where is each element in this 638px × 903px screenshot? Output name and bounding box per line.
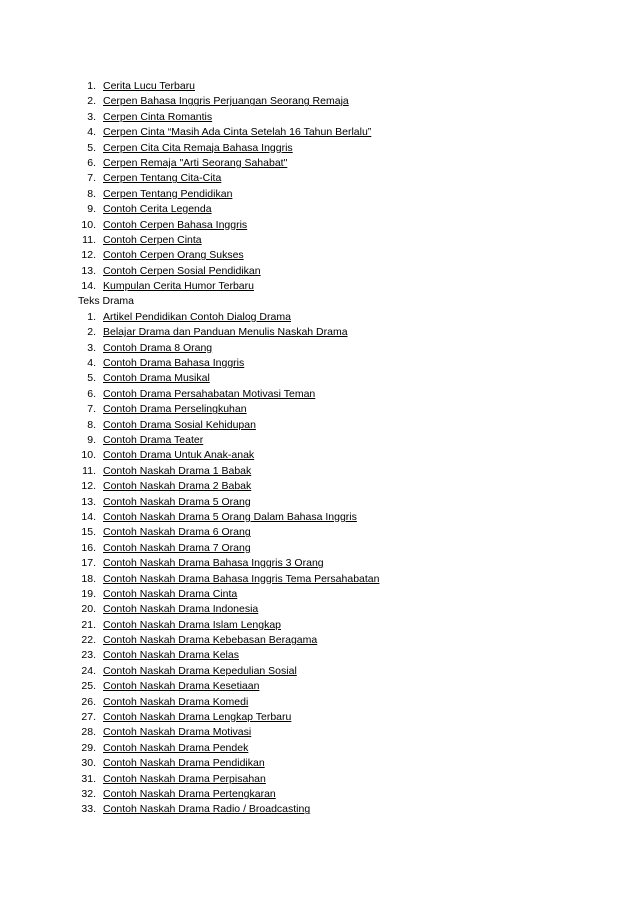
- list-item-link[interactable]: Belajar Drama dan Panduan Menulis Naskah Drama: [103, 326, 348, 339]
- list-item-link[interactable]: Kumpulan Cerita Humor Terbaru: [103, 280, 254, 293]
- list-item-number: 19.: [81, 587, 96, 600]
- list-item-number: 23.: [81, 649, 96, 662]
- list-item-number: 15.: [81, 526, 96, 539]
- list-item: [0, 556, 638, 571]
- list-item: [0, 710, 638, 725]
- list-item-number: 21.: [81, 618, 96, 631]
- list-item-link[interactable]: Contoh Naskah Drama Pendidikan: [103, 757, 265, 770]
- list-item-link[interactable]: Contoh Naskah Drama Lengkap Terbaru: [103, 711, 292, 724]
- list-item-link[interactable]: Contoh Drama Perselingkuhan: [103, 403, 247, 416]
- list-item-number: 2.: [87, 326, 96, 339]
- list-item-link[interactable]: Contoh Drama Sosial Kehidupan: [103, 418, 256, 431]
- list-item-link[interactable]: Cerpen Cinta Romantis: [103, 110, 213, 123]
- list-item-number: 12.: [81, 249, 96, 262]
- list-item: [0, 448, 638, 463]
- list-item-number: 2.: [87, 95, 96, 108]
- list-item-link[interactable]: Contoh Naskah Drama Perpisahan: [103, 772, 266, 785]
- list-item: [0, 464, 638, 479]
- list-item: [0, 387, 638, 402]
- list-item-number: 3.: [87, 110, 96, 123]
- list-item: [0, 756, 638, 771]
- list-item: [0, 310, 638, 325]
- list-item-number: 4.: [87, 357, 96, 370]
- list-item-number: 24.: [81, 664, 96, 677]
- list-item-number: 8.: [87, 187, 96, 200]
- list-item: [0, 356, 638, 371]
- list-item-link[interactable]: Contoh Naskah Drama Kepedulian Sosial: [103, 664, 297, 677]
- list-item: [0, 371, 638, 386]
- list-item-number: 6.: [87, 387, 96, 400]
- list-item-link[interactable]: Contoh Drama Persahabatan Motivasi Teman: [103, 387, 316, 400]
- list-item-number: 29.: [81, 741, 96, 754]
- list-item: [0, 433, 638, 448]
- list-item-link[interactable]: Contoh Naskah Drama 1 Babak: [103, 464, 252, 477]
- document-page: [0, 79, 638, 818]
- list-item: [0, 156, 638, 171]
- list-item-link[interactable]: Contoh Naskah Drama Kebebasan Beragama: [103, 634, 318, 647]
- list-item: [0, 479, 638, 494]
- list-item-link[interactable]: Cerpen Cita Cita Remaja Bahasa Inggris: [103, 141, 293, 154]
- list-item: [0, 648, 638, 663]
- list-item: [0, 772, 638, 787]
- list-item-number: 1.: [87, 80, 96, 92]
- list-item: [0, 187, 638, 202]
- list-item-link[interactable]: Contoh Naskah Drama Komedi: [103, 695, 249, 708]
- list-item: [0, 264, 638, 279]
- list-item-number: 30.: [81, 757, 96, 770]
- list-item-number: 17.: [81, 557, 96, 570]
- list-item-link[interactable]: Contoh Naskah Drama Cinta: [103, 587, 238, 600]
- list-item-link[interactable]: Artikel Pendidikan Contoh Dialog Drama: [103, 310, 291, 323]
- list-item-number: 10.: [81, 218, 96, 231]
- list-item-number: 7.: [87, 172, 96, 185]
- list-item-link[interactable]: Contoh Cerpen Sosial Pendidikan: [103, 264, 261, 277]
- list-item-number: 13.: [81, 264, 96, 277]
- list-item-number: 14.: [81, 510, 96, 523]
- list-item-link[interactable]: Cerpen Tentang Cita-Cita: [103, 172, 222, 185]
- list-item-link[interactable]: Contoh Naskah Drama 2 Babak: [103, 480, 252, 493]
- list-item: [0, 618, 638, 633]
- list-item: [0, 802, 638, 817]
- list-item-link[interactable]: Contoh Naskah Drama 6 Orang: [103, 526, 251, 539]
- list-item-link[interactable]: Cerita Lucu Terbaru: [103, 80, 196, 92]
- list-item: [0, 233, 638, 248]
- list-item: [0, 110, 638, 125]
- list-item-number: 33.: [81, 803, 96, 816]
- list-item: [0, 741, 638, 756]
- list-item-number: 26.: [81, 695, 96, 708]
- list-item: [0, 633, 638, 648]
- list-item: [0, 341, 638, 356]
- list-item-link[interactable]: Contoh Cerita Legenda: [103, 203, 212, 216]
- list-item-number: 5.: [87, 141, 96, 154]
- list-item-number: 11.: [82, 233, 96, 246]
- list-item-number: 28.: [81, 726, 96, 739]
- list-item-link[interactable]: Contoh Naskah Drama Kesetiaan: [103, 680, 260, 693]
- list-item-link[interactable]: Contoh Cerpen Cinta: [103, 233, 202, 246]
- list-item-number: 3.: [87, 341, 96, 354]
- section-heading-teks-drama: Teks Drama: [78, 295, 135, 308]
- list-item-number: 31.: [81, 772, 96, 785]
- list-item: [0, 572, 638, 587]
- list-item-link[interactable]: Contoh Naskah Drama Bahasa Inggris 3 Orang: [103, 557, 324, 570]
- list-item-number: 16.: [81, 541, 96, 554]
- list-item: [0, 141, 638, 156]
- list-item: [0, 541, 638, 556]
- list-item-number: 12.: [81, 480, 96, 493]
- list-item-link[interactable]: Cerpen Bahasa Inggris Perjuangan Seorang Remaja: [103, 95, 349, 108]
- list-item-link[interactable]: Contoh Naskah Drama Pendek: [103, 741, 249, 754]
- list-item: [0, 325, 638, 340]
- list-item-link[interactable]: Contoh Naskah Drama Bahasa Inggris Tema Persahabatan: [103, 572, 380, 585]
- list-item-number: 32.: [81, 787, 96, 800]
- drama-link-list: [0, 310, 638, 818]
- list-item-link[interactable]: Contoh Naskah Drama 5 Orang: [103, 495, 251, 508]
- list-item-link[interactable]: Contoh Naskah Drama Motivasi: [103, 726, 252, 739]
- list-item-link[interactable]: Contoh Naskah Drama Islam Lengkap: [103, 618, 282, 631]
- list-item-number: 13.: [81, 495, 96, 508]
- list-item-number: 11.: [82, 464, 96, 477]
- list-item-number: 5.: [87, 372, 96, 385]
- list-item-link[interactable]: Contoh Naskah Drama Radio / Broadcasting: [103, 803, 311, 816]
- list-item-number: 18.: [81, 572, 96, 585]
- list-item: [0, 679, 638, 694]
- story-link-list: [0, 79, 638, 294]
- list-item-number: 20.: [81, 603, 96, 616]
- list-item: [0, 787, 638, 802]
- list-item-link[interactable]: Contoh Cerpen Orang Sukses: [103, 249, 244, 262]
- list-item: [0, 510, 638, 525]
- list-item-number: 22.: [81, 634, 96, 647]
- list-item-number: 14.: [81, 280, 96, 293]
- list-item-link[interactable]: Contoh Naskah Drama 5 Orang Dalam Bahasa Inggris: [103, 510, 357, 523]
- list-item: [0, 125, 638, 140]
- list-item-link[interactable]: Contoh Naskah Drama 7 Orang: [103, 541, 251, 554]
- list-item: [0, 664, 638, 679]
- list-item-link[interactable]: Contoh Naskah Drama Indonesia: [103, 603, 259, 616]
- list-item-number: 10.: [81, 449, 96, 462]
- list-item: [0, 525, 638, 540]
- list-item: [0, 202, 638, 217]
- list-item: [0, 218, 638, 233]
- list-item-link[interactable]: Contoh Naskah Drama Pertengkaran: [103, 787, 276, 800]
- list-item: [0, 418, 638, 433]
- list-item-link[interactable]: Contoh Naskah Drama Kelas: [103, 649, 239, 662]
- list-item-number: 27.: [81, 711, 96, 724]
- list-item: [0, 402, 638, 417]
- list-item: [0, 602, 638, 617]
- list-item: [0, 725, 638, 740]
- list-item-number: 6.: [87, 156, 96, 169]
- list-item-link[interactable]: Cerpen Cinta “Masih Ada Cinta Setelah 16 Tahun Berlalu”: [103, 126, 372, 139]
- list-item-number: 9.: [87, 203, 96, 216]
- list-item-link[interactable]: Contoh Drama Untuk Anak-anak: [103, 449, 255, 462]
- list-item-link[interactable]: Contoh Drama Musikal: [103, 372, 210, 385]
- list-item-link[interactable]: Contoh Drama Bahasa Inggris: [103, 357, 245, 370]
- list-item-number: 25.: [81, 680, 96, 693]
- list-item-link[interactable]: Contoh Cerpen Bahasa Inggris: [103, 218, 248, 231]
- list-item-link[interactable]: Contoh Drama Teater: [103, 433, 204, 446]
- list-item-link[interactable]: Cerpen Tentang Pendidikan: [103, 187, 233, 200]
- list-item: [0, 248, 638, 263]
- list-item-number: 8.: [87, 418, 96, 431]
- list-item-link[interactable]: Cerpen Remaja "Arti Seorang Sahabat": [103, 156, 288, 169]
- list-item: [0, 279, 638, 294]
- list-item: [0, 79, 638, 94]
- list-item-number: 4.: [87, 126, 96, 139]
- list-item: [0, 94, 638, 109]
- list-item: [0, 695, 638, 710]
- list-item: [0, 495, 638, 510]
- list-item-link[interactable]: Contoh Drama 8 Orang: [103, 341, 213, 354]
- list-item-number: 1.: [87, 310, 96, 323]
- list-item-number: 7.: [87, 403, 96, 416]
- list-item-number: 9.: [87, 433, 96, 446]
- list-item: [0, 171, 638, 186]
- list-item: [0, 587, 638, 602]
